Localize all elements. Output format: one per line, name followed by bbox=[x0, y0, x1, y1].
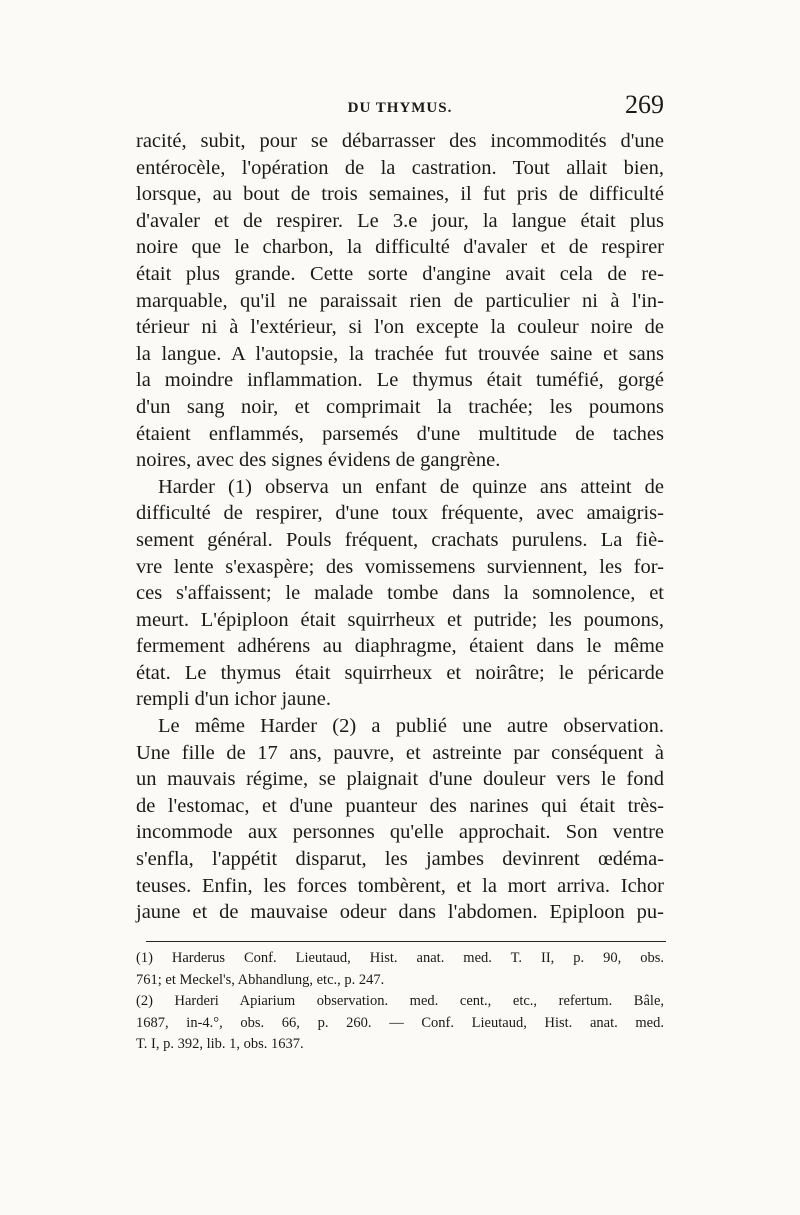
text-line: lorsque, au bout de trois semaines, il fut pris de difficulté bbox=[136, 183, 664, 206]
footnotes bbox=[136, 948, 664, 1056]
text-line: état. Le thymus était squirrheux et noirâtre; le péricarde bbox=[136, 661, 664, 684]
text-line: un mauvais régime, se plaignait d'une douleur vers le fond bbox=[136, 768, 664, 791]
text-line: difficulté de respirer, d'une toux fréquente, avec amaigris- bbox=[136, 502, 664, 525]
text-line: était plus grande. Cette sorte d'angine avait cela de re- bbox=[136, 262, 664, 285]
text-line: marquable, qu'il ne paraissait rien de particulier ni à l'in- bbox=[136, 289, 664, 312]
footnote-line: 761; et Meckel's, Abhandlung, etc., p. 247. bbox=[136, 971, 385, 988]
text-line: noire que le charbon, la difficulté d'avaler et de respirer bbox=[136, 236, 664, 259]
body-text bbox=[136, 128, 664, 926]
text-line: la langue. A l'autopsie, la trachée fut trouvée saine et sans bbox=[136, 342, 664, 365]
text-line: s'enfla, l'appétit disparut, les jambes devinrent œdéma- bbox=[136, 848, 664, 871]
text-line: noires, avec des signes évidens de gangrène. bbox=[136, 449, 501, 472]
text-line: jaune et de mauvaise odeur dans l'abdomen. Epiploon pu- bbox=[136, 901, 664, 924]
page-header bbox=[136, 90, 664, 130]
text-line: fermement adhérens au diaphragme, étaient dans le même bbox=[136, 635, 664, 658]
text-line: d'un sang noir, et comprimait la trachée; les poumons bbox=[136, 395, 664, 418]
footnote-line: (1) Harderus Conf. Lieutaud, Hist. anat. med. T. II, p. 90, obs. bbox=[136, 950, 664, 966]
text-line: ces s'affaissent; le malade tombe dans la somnolence, et bbox=[136, 582, 664, 605]
text-line: meurt. L'épiploon était squirrheux et putride; les poumons, bbox=[136, 608, 664, 631]
text-line: sement général. Pouls fréquent, crachats purulens. La fiè- bbox=[136, 528, 664, 551]
footnote-line: 1687, in-4.°, obs. 66, p. 260. — Conf. Lieutaud, Hist. anat. med. bbox=[136, 1014, 664, 1031]
text-line: Harder (1) observa un enfant de quinze ans atteint de bbox=[158, 475, 664, 498]
footnote-line: (2) Harderi Apiarium observation. med. cent., etc., refertum. Bâle, bbox=[136, 993, 664, 1009]
text-line: incommode aux personnes qu'elle approchait. Son ventre bbox=[136, 821, 664, 844]
text-line: étaient enflammés, parsemés d'une multitude de taches bbox=[136, 422, 664, 445]
text-line: entérocèle, l'opération de la castration. Tout allait bien, bbox=[136, 156, 664, 179]
footnote-line: T. I, p. 392, lib. 1, obs. 1637. bbox=[136, 1036, 304, 1052]
running-head: DU THYMUS. bbox=[347, 100, 453, 116]
text-line: teuses. Enfin, les forces tombèrent, et la mort arriva. Ichor bbox=[136, 874, 664, 897]
text-line: de l'estomac, et d'une puanteur des narines qui était très- bbox=[136, 794, 664, 817]
text-line: rempli d'un ichor jaune. bbox=[136, 688, 331, 711]
text-line: Une fille de 17 ans, pauvre, et astreinte par conséquent à bbox=[136, 741, 664, 764]
text-line: d'avaler et de respirer. Le 3.e jour, la langue était plus bbox=[136, 209, 664, 232]
text-line: vre lente s'exaspère; des vomissemens surviennent, les for- bbox=[136, 555, 664, 578]
footnote-divider bbox=[146, 941, 666, 942]
text-line: la moindre inflammation. Le thymus était tuméfié, gorgé bbox=[136, 369, 664, 392]
text-line: térieur ni à l'extérieur, si l'on excepte la couleur noire de bbox=[136, 316, 664, 339]
text-line: racité, subit, pour se débarrasser des incommodités d'une bbox=[136, 130, 664, 152]
text-line: Le même Harder (2) a publié une autre observation. bbox=[158, 715, 664, 738]
page-number: 269 bbox=[625, 90, 664, 119]
